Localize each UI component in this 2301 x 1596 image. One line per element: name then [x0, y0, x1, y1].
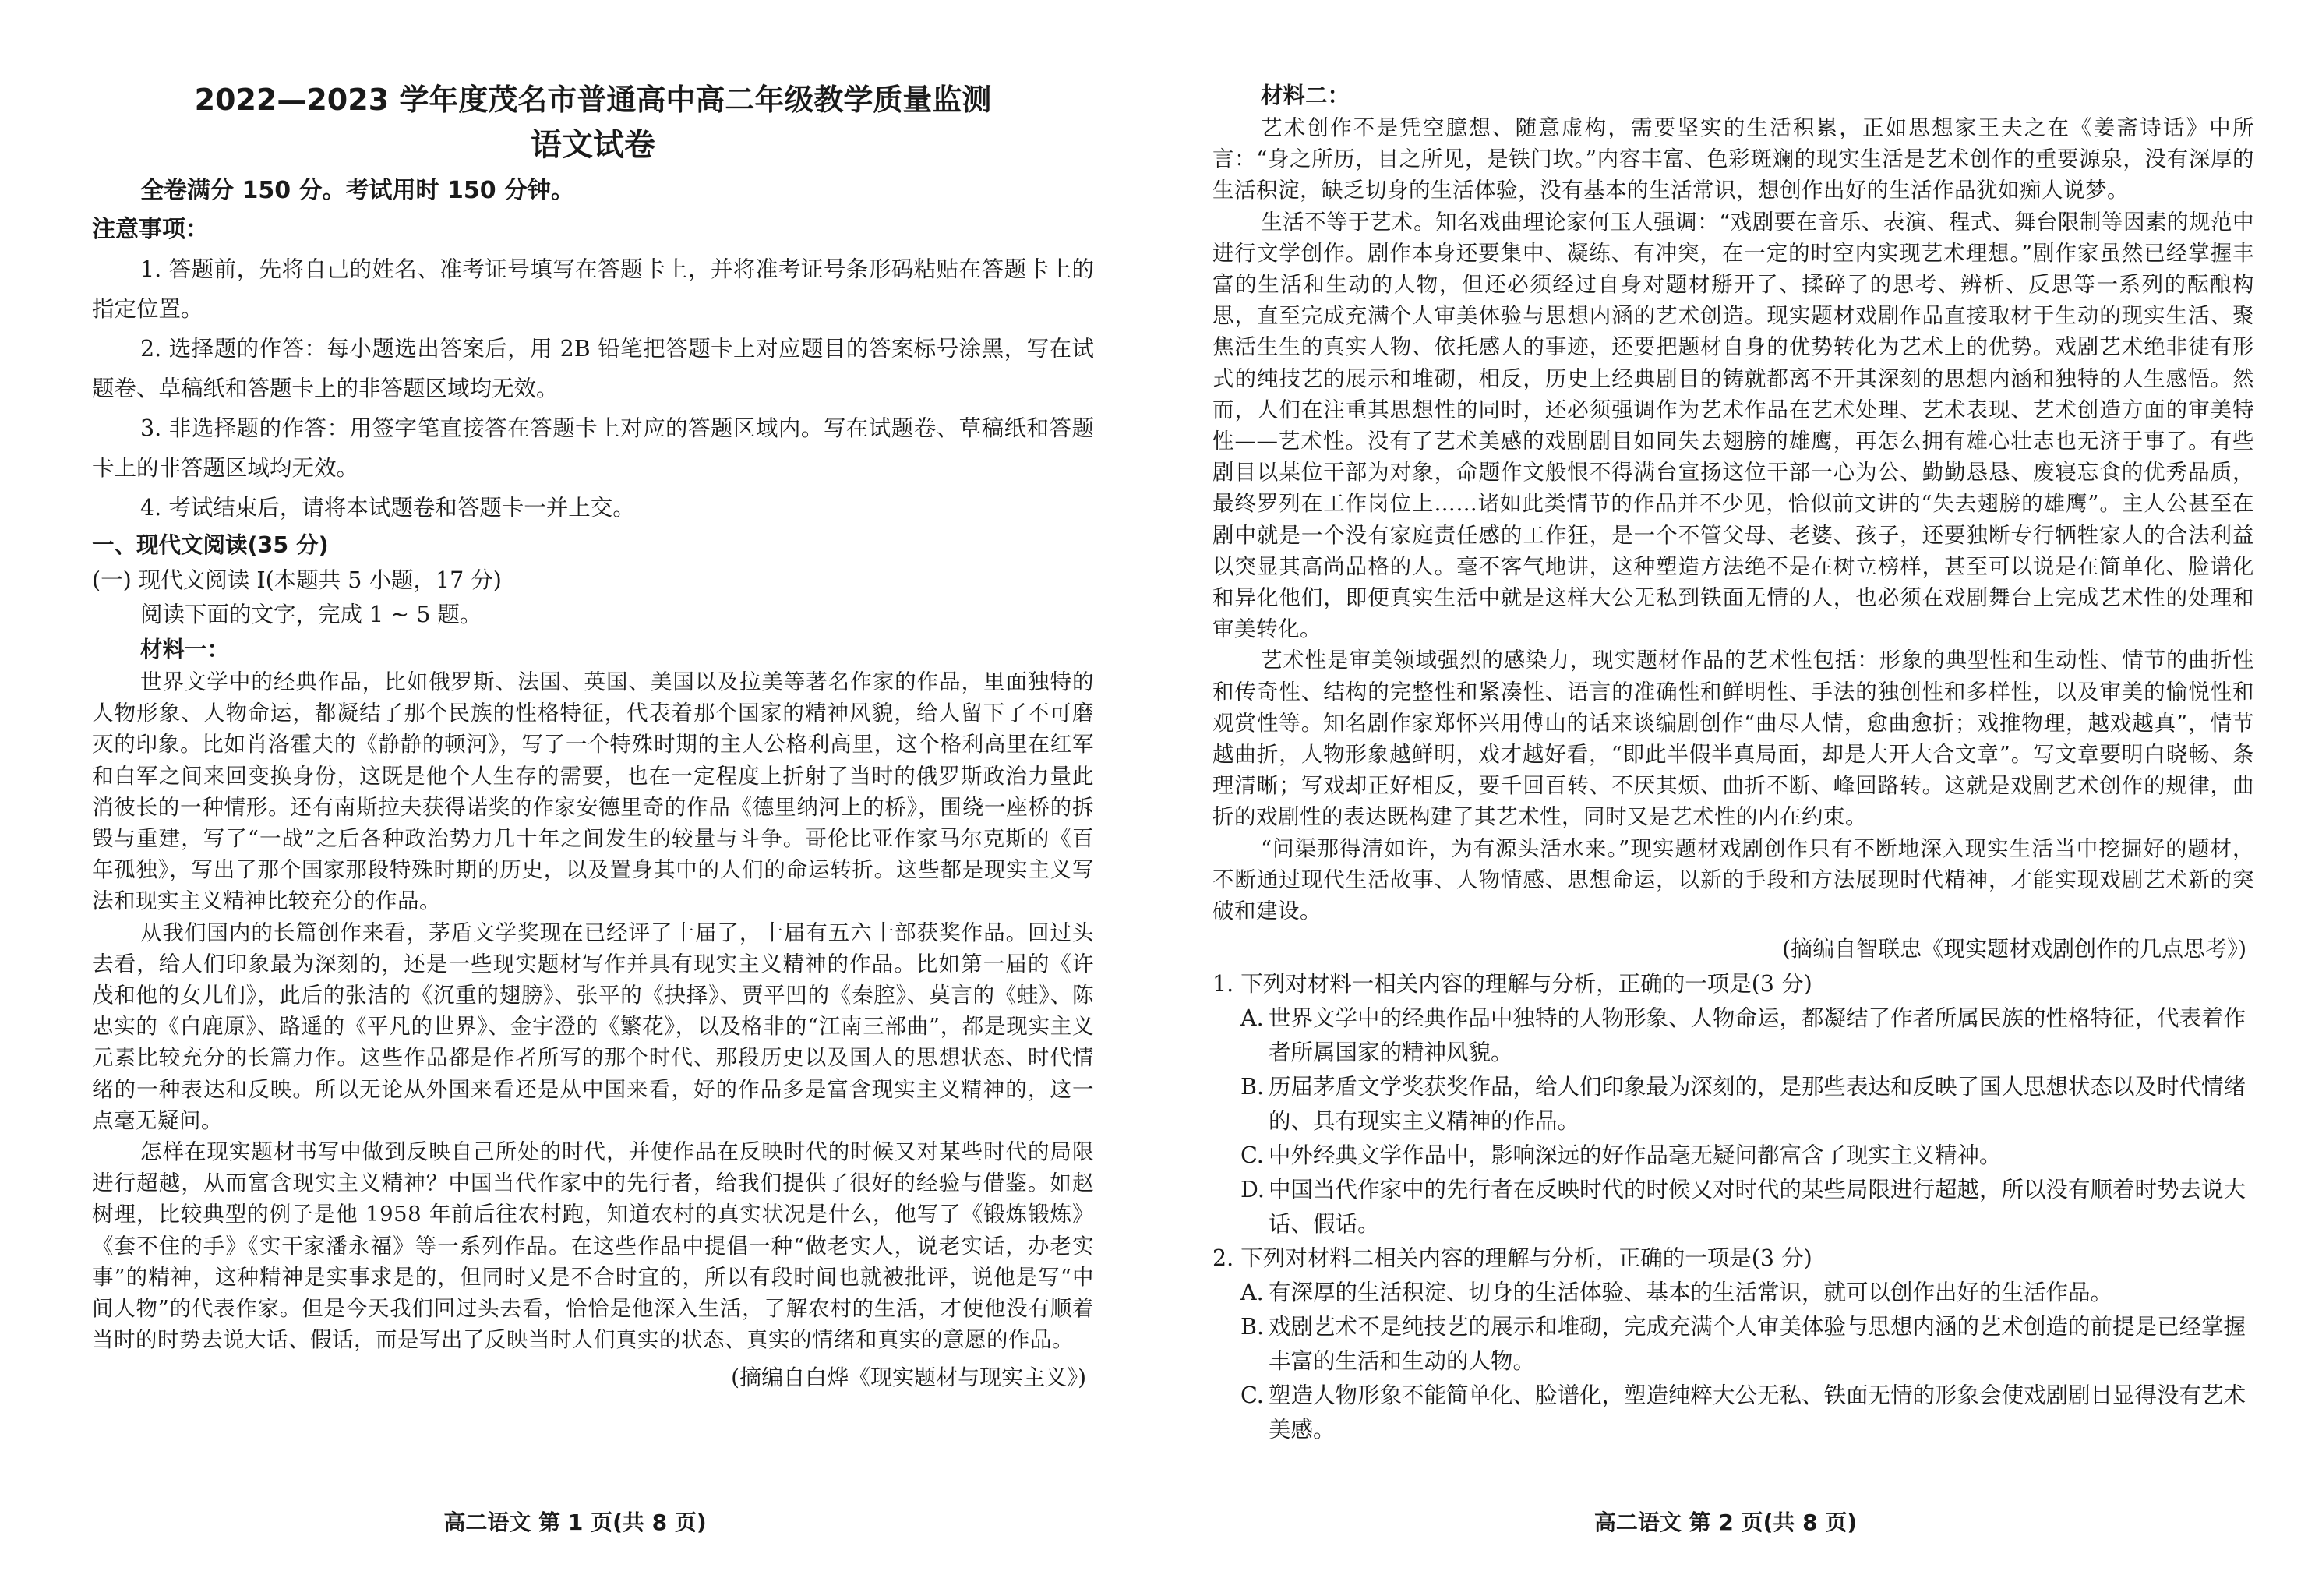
- option-text: 中国当代作家中的先行者在反映时代的时候又对时代的某些局限进行超越，所以没有顺着时势去说大话、假话。: [1269, 1177, 2246, 1238]
- material-2-label: 材料二：: [1261, 82, 1350, 108]
- material-1-label: 材料一：: [140, 636, 230, 662]
- question-1-option: [1212, 1173, 2254, 1241]
- option-letter: B.: [1240, 1074, 1265, 1100]
- material-1-paragraph: 世界文学中的经典作品，比如俄罗斯、法国、英国、美国以及拉美等著名作家的作品，里面独特的人物形象、人物命运，都凝结了那个民族的性格特征，代表着那个国家的精神风貌，给人留下了不可磨灭的印象。比如肖洛霍夫的《静静的顿河》，写了一个特殊时期的主人公格利高里，这个格利高里在红军和白军之间来回变换身份，这既是他个人生存的需要，也在一定程度上折射了当时的俄罗斯政治力量此消彼长的一种情形。还有南斯拉夫获得诺奖的作家安德里奇的作品《德里纳河上的桥》，围绕一座桥的拆毁与重建，写了“一战”之后各种政治势力几十年之间发生的较量与斗争。哥伦比亚作家马尔克斯的《百年孤独》，写出了那个国家那段特殊时期的历史，以及置身其中的人们的命运转折。这些都是现实主义写法和现实主义精神比较充分的作品。: [92, 669, 1094, 914]
- question-1-option: [1212, 1139, 2254, 1173]
- notes-title: 注意事项：: [92, 216, 209, 243]
- material-1-paragraph: 从我们国内的长篇创作来看，茅盾文学奖现在已经评了十届了，十届有五六十部获奖作品。回过头去看，给人们印象最为深刻的，还是一些现实题材写作并具有现实主义精神的作品。比如第一届的《许茂和他的女儿们》，此后的张洁的《沉重的翅膀》、张平的《抉择》、贾平凹的《秦腔》、莫言的《蛙》、陈忠实的《白鹿原》、路遥的《平凡的世界》、金宇澄的《繁花》，以及格非的“江南三部曲”，都是现实主义元素比较充分的长篇力作。这些作品都是作者所写的那个时代、那段历史以及国人的思想状态、时代情绪的一种表达和反映。所以无论从外国来看还是从中国来看，好的作品多是富含现实主义精神的，这一点毫无疑问。: [92, 920, 1094, 1133]
- exam-meta: 全卷满分 150 分。考试用时 150 分钟。: [140, 177, 575, 204]
- option-letter: A.: [1240, 1280, 1264, 1306]
- question-2-stem: 2. 下列对材料二相关内容的理解与分析，正确的一项是(3 分): [1212, 1245, 1812, 1272]
- option-letter: D.: [1240, 1177, 1265, 1203]
- question-2-option: [1212, 1379, 2254, 1447]
- exam-subtitle: 语文试卷: [531, 127, 655, 163]
- section-heading: 一、现代文阅读(35 分): [92, 532, 329, 558]
- option-text: 塑造人物形象不能简单化、脸谱化，塑造纯粹大公无私、铁面无情的形象会使戏剧剧目显得没有艺术美感。: [1269, 1382, 2246, 1443]
- option-text: 世界文学中的经典作品中独特的人物形象、人物命运，都凝结了作者所属民族的性格特征，代表着作者所属国家的精神风貌。: [1269, 1005, 2246, 1066]
- question-1-stem: 1. 下列对材料一相关内容的理解与分析，正确的一项是(3 分): [1212, 971, 1812, 998]
- question-1-option: [1212, 1001, 2254, 1070]
- option-text: 有深厚的生活积淀、切身的生活体验、基本的生活常识，就可以创作出好的生活作品。: [1269, 1280, 2113, 1306]
- option-letter: A.: [1240, 1005, 1264, 1032]
- note-item: 2. 选择题的作答：每小题选出答案后，用 2B 铅笔把答题卡上对应题目的答案标号涂黑，写在试题卷、草稿纸和答题卡上的非答题区域均无效。: [92, 336, 1094, 401]
- question-2-option: [1212, 1276, 2254, 1310]
- material-1-source: (摘编自白烨《现实题材与现实主义》): [731, 1365, 1086, 1391]
- note-item: 4. 考试结束后，请将本试题卷和答题卡一并上交。: [140, 495, 635, 521]
- option-letter: C.: [1240, 1382, 1264, 1409]
- option-letter: C.: [1240, 1142, 1264, 1169]
- right-page: [1150, 0, 2301, 1596]
- page-footer: 高二语文 第 1 页(共 8 页): [443, 1509, 707, 1535]
- material-2-paragraph: 艺术性是审美领域强烈的感染力，现实题材作品的艺术性包括：形象的典型性和生动性、情节的曲折性和传奇性、结构的完整性和紧凑性、语言的准确性和鲜明性、手法的独创性和多样性，以及审美的愉悦性和观赏性等。知名剧作家郑怀兴用傅山的话来谈编剧创作“曲尽人情，愈曲愈折；戏推物理，越戏越真”，情节越曲折，人物形象越鲜明，戏才越好看，“即此半假半真局面，却是大开大合文章”。写文章要明白晓畅、条理清晰；写戏却正好相反，要千回百转、不厌其烦、曲折不断、峰回路转。这就是戏剧艺术创作的规律，曲折的戏剧性的表达既构建了其艺术性，同时又是艺术性的内在约束。: [1212, 648, 2254, 830]
- material-2-paragraph: 生活不等于艺术。知名戏曲理论家何玉人强调：“戏剧要在音乐、表演、程式、舞台限制等因素的规范中进行文学创作。剧作本身还要集中、凝练、有冲突，在一定的时空内实现艺术理想。”剧作家虽然已经掌握丰富的生活和生动的人物，但还必须经过自身对题材掰开了、揉碎了的思考、辨析、反思等一系列的酝酿构思，直至完成充满个人审美体验与思想内涵的艺术创造。现实题材戏剧作品直接取材于生动的现实生活、聚焦活生生的真实人物、依托感人的事迹，还要把题材自身的优势转化为艺术上的优势。戏剧艺术绝非徒有形式的纯技艺的展示和堆砌，相反，历史上经典剧目的铸就都离不开其深刻的思想内涵和独特的人生感悟。然而，人们在注重其思想性的同时，还必须强调作为艺术作品在艺术处理、艺术表现、艺术创造方面的审美特性——艺术性。没有了艺术美感的戏剧剧目如同失去翅膀的雄鹰，再怎么拥有雄心壮志也无济于事了。有些剧目以某位干部为对象，命题作文般恨不得满台宣扬这位干部一心为公、勤勤恳恳、废寝忘食的优秀品质，最终罗列在工作岗位上……诸如此类情节的作品并不少见，恰似前文讲的“失去翅膀的雄鹰”。主人公甚至在剧中就是一个没有家庭责任感的工作狂，是一个不管父母、老婆、孩子，还要独断专行牺牲家人的合法利益以突显其高尚品格的人。毫不客气地讲，这种塑造方法绝不是在树立榜样，甚至可以说是在简单化、脸谱化和异化他们，即便真实生活中就是这样大公无私到铁面无情的人，也必须在戏剧舞台上完成艺术性的处理和审美转化。: [1212, 209, 2254, 642]
- question-1-option: [1212, 1070, 2254, 1139]
- option-text: 戏剧艺术不是纯技艺的展示和堆砌，完成充满个人审美体验与思想内涵的艺术创造的前提是已经掌握丰富的生活和生动的人物。: [1269, 1314, 2246, 1375]
- material-2-paragraph: “问渠那得清如许，为有源头活水来。”现实题材戏剧创作只有不断地深入现实生活当中挖掘好的题材，不断通过现代生活故事、人物情感、思想命运，以新的手段和方法展现时代精神，才能实现戏剧艺术新的突破和建设。: [1212, 835, 2254, 924]
- material-2-source: (摘编自智联忠《现实题材戏剧创作的几点思考》): [1782, 936, 2246, 962]
- question-2-option: [1212, 1310, 2254, 1379]
- subsection-heading: (一) 现代文阅读 Ⅰ(本题共 5 小题，17 分): [92, 567, 502, 593]
- material-1-paragraph: 怎样在现实题材书写中做到反映自己所处的时代，并使作品在反映时代的时候又对某些时代的局限进行超越，从而富含现实主义精神？中国当代作家中的先行者，给我们提供了很好的经验与借鉴。如赵树理，比较典型的例子是他 1958 年前后往农村跑，知道农村的真实状况是什么，他写了《锻炼锻炼》《套不住的手》《实干家潘永福》等一系列作品。在这些作品中提倡一种“做老实人，说老实话，办老实事”的精神，这种精神是实事求是的，但同时又是不合时宜的，所以有段时间也就被批评，说他是写“中间人物”的代表作家。但是今天我们回过头去看，恰恰是他深入生活，了解农村的生活，才使他没有顺着当时的时势去说大话、假话，而是写出了反映当时人们真实的状态、真实的情绪和真实的意愿的作品。: [92, 1139, 1094, 1353]
- reading-instruction: 阅读下面的文字，完成 1 ~ 5 题。: [140, 602, 482, 627]
- note-item: 1. 答题前，先将自己的姓名、准考证号填写在答题卡上，并将准考证号条形码粘贴在答题卡上的指定位置。: [92, 256, 1094, 322]
- note-item: 3. 非选择题的作答：用签字笔直接答在答题卡上对应的答题区域内。写在试题卷、草稿纸和答题卡上的非答题区域均无效。: [92, 415, 1094, 481]
- page-footer: 高二语文 第 2 页(共 8 页): [1593, 1509, 1858, 1535]
- option-text: 中外经典文学作品中，影响深远的好作品毫无疑问都富含了现实主义精神。: [1269, 1142, 2002, 1169]
- exam-title: 2022—2023 学年度茂名市普通高中高二年级教学质量监测: [194, 83, 992, 117]
- option-text: 历届茅盾文学奖获奖作品，给人们印象最为深刻的，是那些表达和反映了国人思想状态以及时代情绪的、具有现实主义精神的作品。: [1269, 1074, 2246, 1135]
- option-letter: B.: [1240, 1314, 1265, 1340]
- material-2-paragraph: 艺术创作不是凭空臆想、随意虚构，需要坚实的生活积累，正如思想家王夫之在《姜斋诗话》中所言：“身之所历，目之所见，是铁门坎。”内容丰富、色彩斑斓的现实生活是艺术创作的重要源泉，没有深厚的生活积淀，缺乏切身的生活体验，没有基本的生活常识，想创作出好的生活作品犹如痴人说梦。: [1212, 115, 2254, 203]
- left-page: [0, 0, 1150, 1596]
